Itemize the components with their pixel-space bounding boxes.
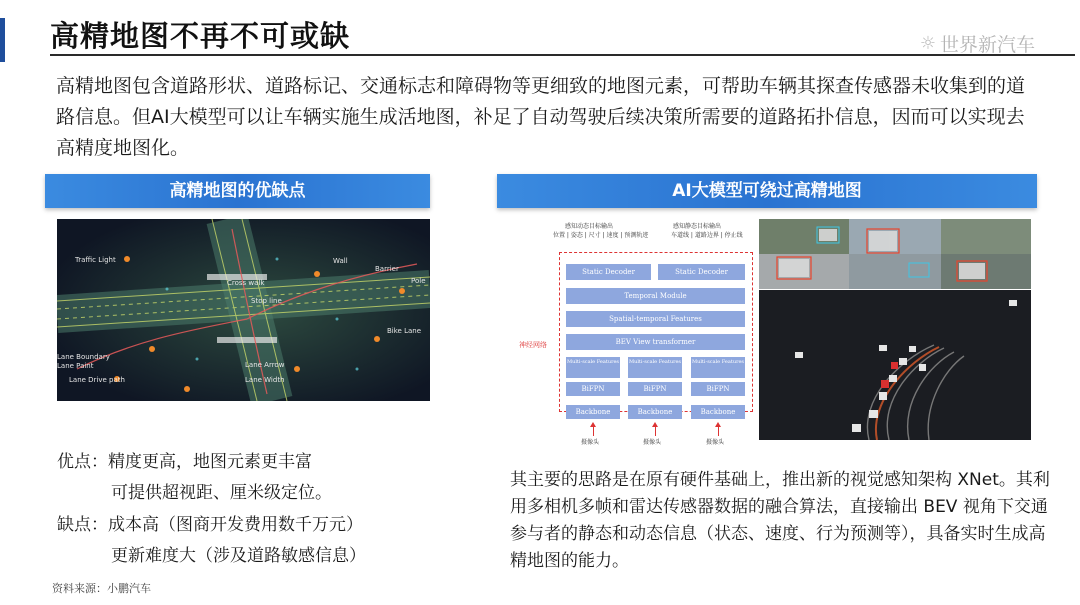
intro-paragraph: 高精地图包含道路形状、道路标记、交通标志和障碍物等更细致的地图元素，可帮助车辆其探查传感器未收集到的道路信息。但AI大模型可以让车辆实施生成活地图，补足了自动驾驶后续决策所需要的道路拓扑信息，因而可以实现去高精度地图化。 [56,75,1026,159]
cons-item-2: 更新难度大（涉及道路敏感信息） [111,546,366,566]
camera-label-3: 摄像头 [706,439,725,446]
multiscale-box-3: Multi-scale Features [691,357,745,378]
static-decoder-box-2: Static Decoder [658,264,745,280]
spatial-temporal-box: Spatial-temporal Features [566,311,745,327]
map-label-wall: Wall [333,257,348,265]
static-output-sub: 车道线 | 道路边界 | 停止线 [671,232,743,239]
xnet-description: 其主要的思路是在原有硬件基础上，推出新的视觉感知架构 XNet。其利用多相机多帧和雷达传感器数据的融合算法，直接输出 BEV 视角下交通参与者的静态和动态信息（状态、速度、行为预测等），具备实时生成高精地图的能力。 [510,470,1050,571]
neural-network-label: 神经网络 [519,341,547,349]
arrowhead-icon [590,422,596,427]
map-label-lane-paint: Lane Paint [57,362,94,370]
static-output-title: 感知静态目标输出 [673,223,722,230]
section-header-left: 高精地图的优缺点 [45,174,430,208]
camera-label-1: 摄像头 [581,439,600,446]
bifpn-box-1: BiFPN [566,382,620,396]
pros-line-1 [57,451,312,473]
cons-item-1: 成本高（图商开发费用数千万元） [108,515,363,535]
map-label-traffic-light: Traffic Light [75,256,116,264]
camera-arrow-3 [718,426,719,436]
bev-transformer-box: BEV View transformer [566,334,745,350]
map-label-cross-walk: Cross walk [227,279,265,287]
camera-label-2: 摄像头 [643,439,662,446]
hd-map-graphic [57,219,430,401]
map-label-lane-arrow: Lane Arrow [245,361,285,369]
xnet-architecture-diagram [513,218,753,446]
bifpn-box-2: BiFPN [628,382,682,396]
map-label-barrier: Barrier [375,265,399,273]
bev-output-image [759,290,1031,440]
dynamic-output-sub: 位置 | 姿态 | 尺寸 | 速度 | 预测轨迹 [553,232,649,239]
camera-views-image [759,219,1031,289]
static-decoder-box-1: Static Decoder [566,264,651,280]
hd-map-image [57,219,430,401]
temporal-module-box: Temporal Module [566,288,745,304]
multiscale-box-2: Multi-scale Features [628,357,682,378]
multiscale-box-1: Multi-scale Features [566,357,620,378]
cons-line-1 [57,514,363,536]
page-title: 高精地图不再不可或缺 [50,19,351,53]
map-label-pole: Pole [411,277,426,285]
backbone-box-2: Backbone [628,405,682,419]
map-label-bike-lane: Bike Lane [387,327,422,335]
arrowhead-icon [715,422,721,427]
pros-item-2: 可提供超视距、厘米级定位。 [111,483,332,503]
title-accent-bar [0,18,5,62]
cons-label: 缺点： [57,515,108,535]
backbone-box-1: Backbone [566,405,620,419]
dynamic-output-title: 感知动态目标输出 [565,223,614,230]
pros-item-1: 精度更高，地图元素更丰富 [108,452,312,472]
wechat-icon: ☼ [919,33,936,54]
camera-arrow-2 [655,426,656,436]
brand-watermark [920,30,1035,57]
bifpn-box-3: BiFPN [691,382,745,396]
map-label-drive-path: Lane Drive path [69,376,125,384]
camera-arrow-1 [593,426,594,436]
map-label-lane-width: Lane Width [245,376,285,384]
camera-views-graphic [759,219,1031,289]
map-label-lane-boundary: Lane Boundary [57,353,110,361]
bev-output-graphic [759,290,1031,440]
backbone-box-3: Backbone [691,405,745,419]
brand-name: 世界新汽车 [939,34,1035,56]
map-label-stop-line: Stop line [251,297,282,305]
pros-label: 优点： [57,452,108,472]
source-note: 资料来源：小鹏汽车 [52,582,151,595]
arrowhead-icon [652,422,658,427]
section-header-right: AI大模型可绕过高精地图 [497,174,1037,208]
